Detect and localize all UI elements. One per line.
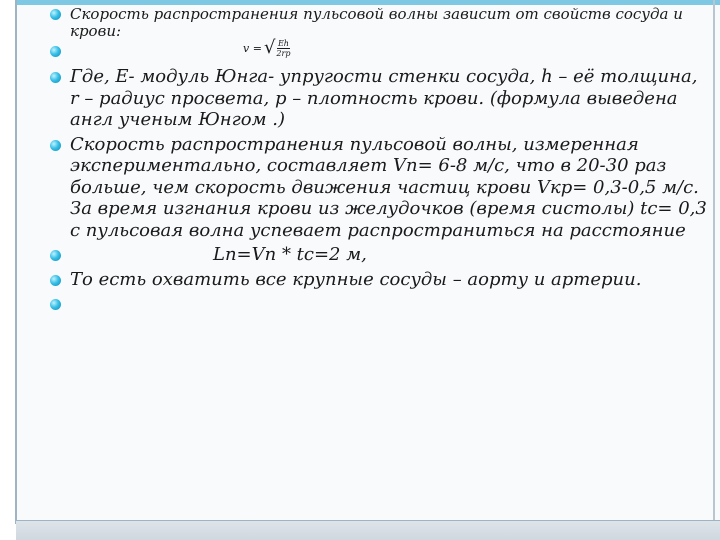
bullet-text: Скорость распространения пульсовой волны, измеренная экспериментально, составляет Vn= 6-8 м/с, что в 20-30 раз больше, чем скорость движения частиц крови Vкр= 0,3-0,5 м/с. За время изгнания крови из желудочков (время систолы) tс= 0,3 с пульсовая волна успевает распространиться на расстояние xyxy=(70,133,707,241)
bullet-item xyxy=(50,66,710,131)
bullet-icon xyxy=(50,275,61,286)
bullet-item xyxy=(50,134,710,242)
slide-body xyxy=(50,6,710,318)
bullet-text: Ln=Vn * tс=2 м, xyxy=(213,244,367,265)
pulse-wave-velocity-formula xyxy=(243,36,290,60)
frame-bottom-band xyxy=(16,520,720,540)
frame-right-border xyxy=(713,0,715,524)
bullet-icon xyxy=(50,46,61,57)
square-root-sign: √ xyxy=(263,37,276,58)
bullet-text: Скорость распространения пульсовой волны зависит от свойств сосуда и крови: xyxy=(70,5,683,40)
bullet-icon xyxy=(50,250,61,261)
formula-denominator: 2rp xyxy=(276,48,291,58)
bullet-item-equation xyxy=(50,244,710,266)
bullet-icon xyxy=(50,9,61,20)
formula-numerator: Eh xyxy=(277,38,289,48)
bullet-text: То есть охватить все крупные сосуды – аорту и артерии. xyxy=(70,268,642,290)
bullet-item xyxy=(50,6,710,40)
bullet-item xyxy=(50,269,710,291)
bullet-text: Где, Е- модуль Юнга- упругости стенки сосуда, h – её толщина, r – радиус просвета, p – плотность крови. (формула выведена англ ученым Юнгом .) xyxy=(70,66,698,130)
bullet-item-empty xyxy=(50,293,710,315)
frame-left-border xyxy=(15,0,17,524)
bullet-item-formula xyxy=(50,37,710,62)
bullet-icon xyxy=(50,72,61,83)
formula-fraction xyxy=(276,39,290,58)
bullet-icon xyxy=(50,299,61,310)
bullet-icon xyxy=(50,140,61,151)
formula-lhs: v = xyxy=(243,41,262,55)
